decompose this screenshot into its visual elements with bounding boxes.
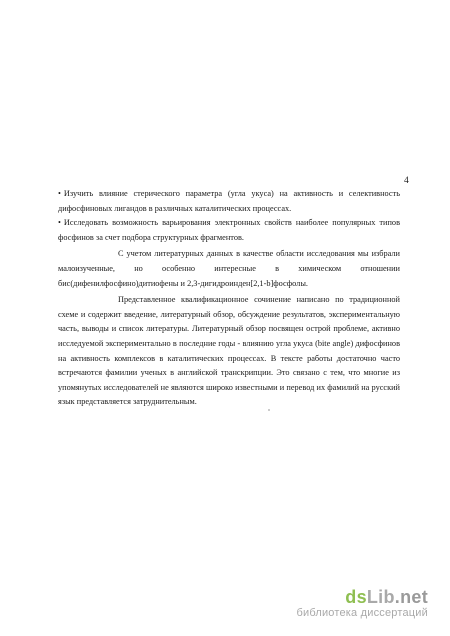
- watermark: [296, 587, 428, 620]
- body-text: [58, 187, 400, 410]
- bullet-text: Исследовать возможность варьирования электронных свойств наиболее популярных типов фосфинов за счет подбора структурных фрагментов.: [58, 218, 400, 242]
- scan-dot: [268, 409, 270, 411]
- paragraph: Представленное квалификационное сочинение написано по традиционной схеме и содержит введение, литературный обзор, обсуждение результатов, экспериментальную часть, выводы и список литературы. Литературный обзор посвящен острой проблеме, активно исследуемой экспериментально в последние годы - влиянию угла укуса (bite angle) дифосфинов на активность комплексов в каталитических процессах. В тексте работы достаточно часто встречаются фамилии ученых в английской транскрипции. Это связано с тем, что многие из упомянутых исследователей не являются широко известными и перевод их фамилий на русский язык представляется затруднительным.: [58, 295, 400, 407]
- page-number: 4: [404, 176, 409, 186]
- bullet-item: [58, 187, 400, 216]
- logo-part-lib: Lib: [366, 587, 395, 607]
- watermark-subtitle: библиотека диссертаций: [296, 607, 428, 619]
- bullet-item: [58, 216, 400, 245]
- logo-part-ds: ds: [345, 587, 367, 607]
- bullet-symbol: •: [58, 189, 61, 198]
- paragraph: С учетом литературных данных в качестве области исследования мы избрали малоизученные, но особенно интересные в химическом отношении бис(дифенилфосфино)дитиофены и 2,3-дигидроинден[2,1-b]фосфолы.: [58, 249, 400, 288]
- watermark-logo: [296, 587, 428, 607]
- bullet-symbol: •: [58, 218, 61, 228]
- logo-part-net: .net: [394, 587, 428, 607]
- bullet-text: Изучить влияние стерического параметра (угла укуса) на активность и селективность дифосфиновых лигандов в различных каталитических процессах.: [58, 189, 400, 213]
